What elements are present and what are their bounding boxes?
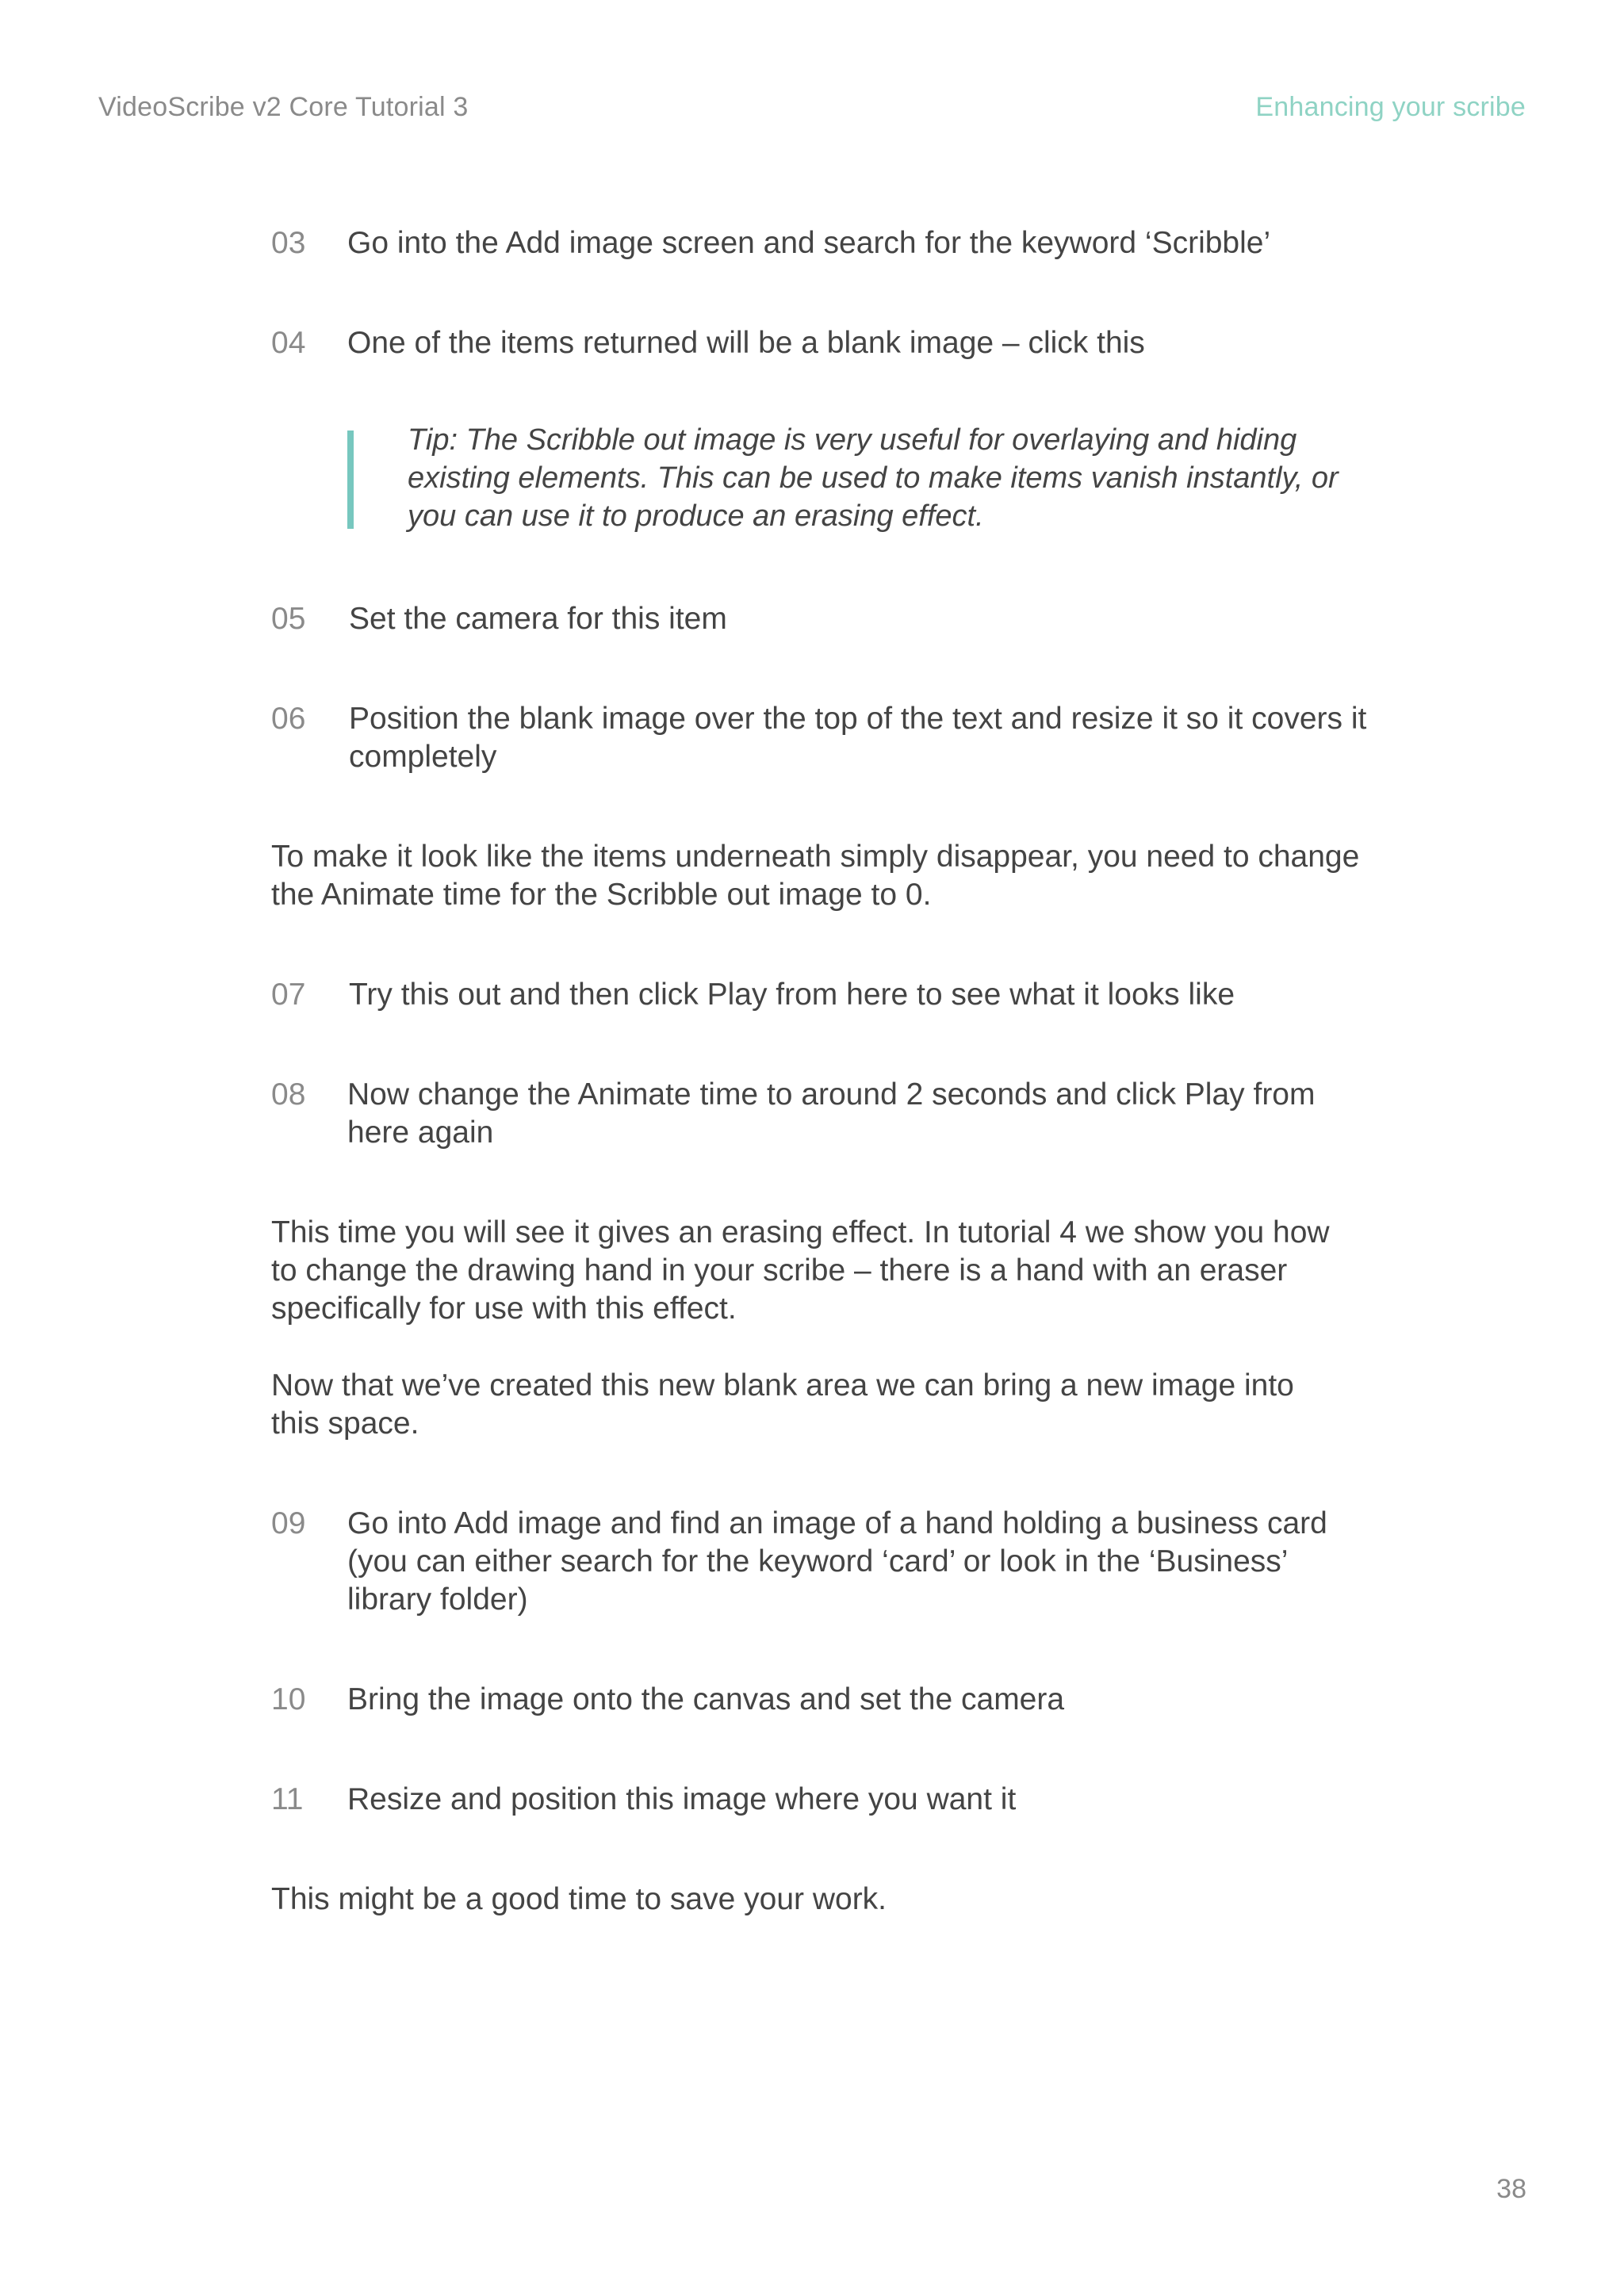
step-text: Try this out and then click Play from here to see what it looks like	[349, 978, 1235, 1012]
section-title: Enhancing your scribe	[1255, 92, 1526, 122]
step-number: 09	[271, 1506, 306, 1540]
step-text: One of the items returned will be a blank image – click this	[347, 326, 1145, 360]
page-number: 38	[1496, 2174, 1526, 2204]
step-text: Position the blank image over the top of the text and resize it so it covers it completely	[349, 702, 1367, 774]
step-number: 06	[271, 702, 306, 736]
step-text: Now change the Animate time to around 2 seconds and click Play from here again	[347, 1077, 1316, 1150]
document-title: VideoScribe v2 Core Tutorial 3	[98, 92, 469, 122]
tip-callout	[347, 421, 1394, 548]
step-text: Resize and position this image where you want it	[347, 1782, 1017, 1816]
paragraph-animate-time: To make it look like the items underneath simply disappear, you need to change the Animate time for the Scribble out image to 0.	[271, 840, 1360, 912]
step-number: 07	[271, 978, 306, 1012]
step-text: Set the camera for this item	[349, 602, 727, 636]
step-text: Go into Add image and find an image of a hand holding a business card (you can either search for the keyword ‘card’ or look in the ‘Business’ library folder)	[347, 1506, 1327, 1617]
step-number: 04	[271, 326, 306, 360]
paragraph-save-work: This might be a good time to save your work.	[271, 1882, 887, 1916]
step-number: 08	[271, 1077, 306, 1112]
tip-text: Tip: The Scribble out image is very useful for overlaying and hiding existing elements. This can be used to make items vanish instantly, or you can use it to produce an erasing effect.	[408, 423, 1339, 533]
step-number: 11	[271, 1782, 304, 1816]
paragraph-new-blank-area: Now that we’ve created this new blank area we can bring a new image into this space.	[271, 1368, 1294, 1441]
step-text: Go into the Add image screen and search for the keyword ‘Scribble’	[347, 226, 1271, 260]
paragraph-erasing-effect: This time you will see it gives an erasing effect. In tutorial 4 we show you how to change the drawing hand in your scribe – there is a hand with an eraser specifically for use with this effect.	[271, 1215, 1330, 1326]
step-number: 10	[271, 1682, 306, 1716]
step-text: Bring the image onto the canvas and set the camera	[347, 1682, 1065, 1716]
step-number: 05	[271, 602, 306, 636]
step-number: 03	[271, 226, 306, 260]
tip-accent-bar	[347, 430, 354, 529]
